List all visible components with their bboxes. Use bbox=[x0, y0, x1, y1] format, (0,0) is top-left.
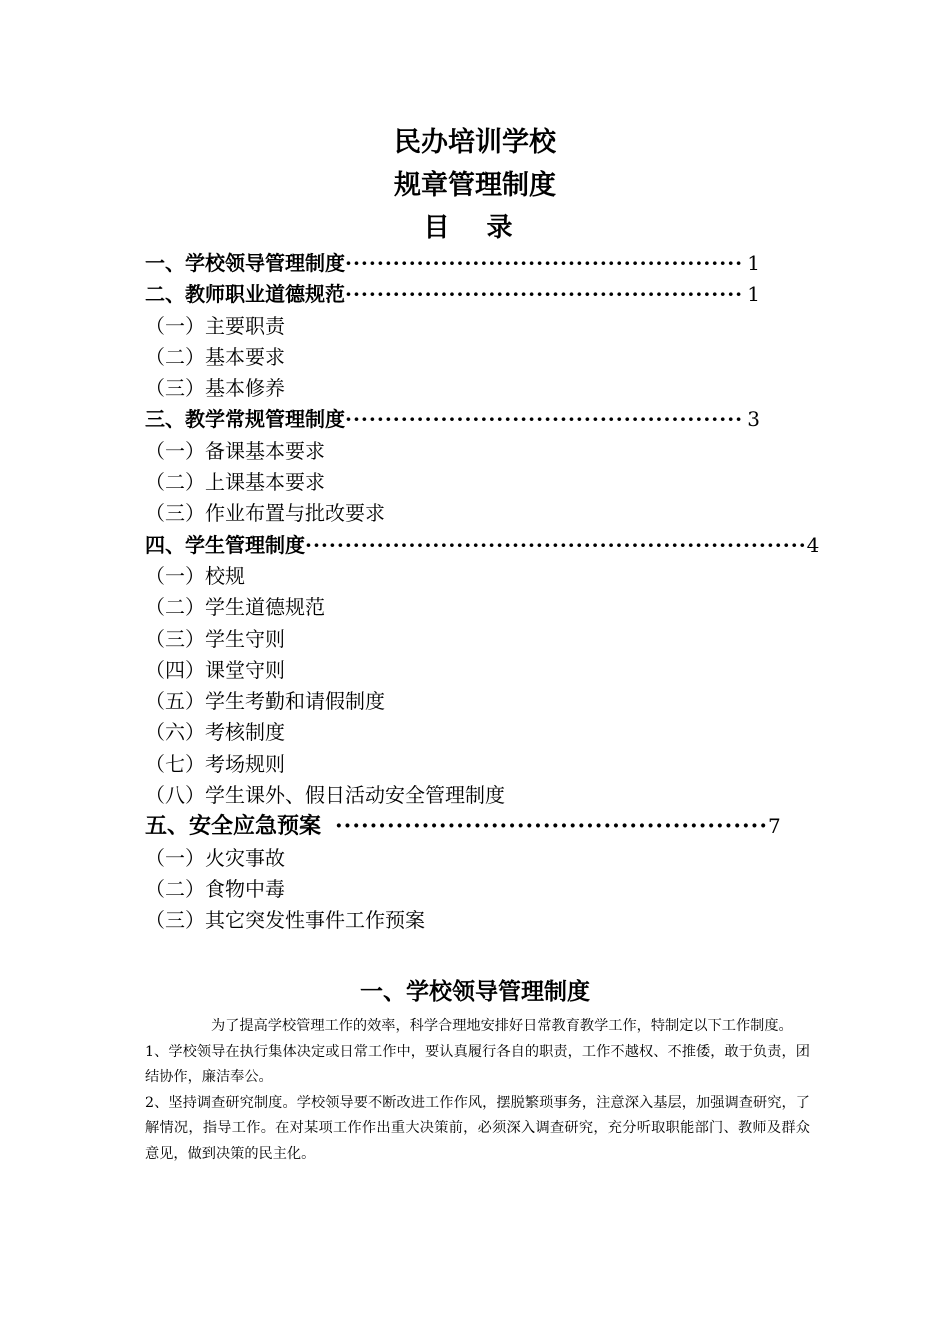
toc-leader-dots: ·················································· bbox=[345, 407, 744, 432]
toc-leader-dots: ·················································· bbox=[345, 251, 744, 275]
toc-section-entry bbox=[145, 404, 760, 435]
toc-subitem: （一）火灾事故 bbox=[145, 845, 285, 870]
table-of-contents bbox=[145, 248, 820, 937]
toc-leader-dots: ·················································· bbox=[335, 813, 768, 840]
toc-page-number: 7 bbox=[767, 814, 781, 839]
toc-subitem: （一）校规 bbox=[145, 563, 245, 588]
toc-subitem: （六）考核制度 bbox=[145, 720, 285, 745]
toc-subitem: （三）学生守则 bbox=[145, 626, 285, 651]
toc-section-label: 四、学生管理制度 bbox=[145, 532, 305, 557]
toc-page-number: 4 bbox=[806, 532, 820, 557]
section-body bbox=[145, 1014, 810, 1167]
toc-subitem: （三）其它突发性事件工作预案 bbox=[145, 908, 425, 933]
toc-subitem: （二）上课基本要求 bbox=[145, 470, 325, 495]
toc-subitem: （四）课堂守则 bbox=[145, 657, 285, 682]
toc-heading: 目 录 bbox=[423, 213, 527, 243]
toc-subitem: （八）学生课外、假日活动安全管理制度 bbox=[145, 783, 505, 808]
toc-subitem: （三）基本修养 bbox=[145, 376, 285, 401]
toc-section-label: 五、安全应急预案 bbox=[145, 814, 322, 840]
toc-section-entry bbox=[145, 248, 760, 279]
toc-subitem: （一）主要职责 bbox=[145, 313, 285, 338]
paragraph-1: 1、学校领导在执行集体决定或日常工作中，要认真履行各自的职责，工作不越权、不推倭，敢于负责，团结协作，廉洁奉公。 bbox=[145, 1043, 810, 1085]
toc-section-entry bbox=[145, 530, 820, 561]
toc-subitem: （五）学生考勤和请假制度 bbox=[145, 689, 385, 714]
document-subtitle: 规章管理制度 bbox=[394, 170, 556, 201]
toc-subitem: （二）食物中毒 bbox=[145, 876, 285, 901]
toc-subitem: （一）备课基本要求 bbox=[145, 438, 325, 463]
toc-section-label: 二、教师职业道德规范 bbox=[145, 282, 345, 307]
document-title: 民办培训学校 bbox=[394, 127, 556, 158]
toc-subitem: （七）考场规则 bbox=[145, 751, 285, 776]
toc-leader-dots: ·················································· bbox=[345, 282, 744, 307]
toc-section-entry bbox=[145, 811, 781, 842]
toc-subitem: （二）基本要求 bbox=[145, 344, 285, 369]
toc-page-number: 1 bbox=[747, 282, 760, 307]
toc-page-number: 3 bbox=[747, 407, 760, 432]
intro-paragraph: 为了提高学校管理工作的效率，科学合理地安排好日常教育教学工作，特制定以下工作制度。 bbox=[211, 1018, 793, 1034]
toc-page-number: 1 bbox=[747, 251, 760, 275]
toc-section-entry bbox=[145, 279, 760, 310]
paragraph-2: 2、坚持调查研究制度。学校领导要不断改进工作作风，摆脱繁琐事务，注意深入基层，加强调查研究，了解情况，指导工作。在对某项工作作出重大决策前，必须深入调查研究，充分听取职能部门、教师及群众意见，做到决策的民主化。 bbox=[145, 1094, 810, 1162]
toc-subitem: （三）作业布置与批改要求 bbox=[145, 501, 385, 526]
toc-section-label: 三、教学常规管理制度 bbox=[145, 407, 345, 432]
section-heading: 一、学校领导管理制度 bbox=[360, 979, 590, 1005]
toc-leader-dots: ······························································· bbox=[305, 532, 807, 557]
toc-subitem: （二）学生道德规范 bbox=[145, 595, 325, 620]
toc-section-label: 一、学校领导管理制度 bbox=[145, 251, 345, 275]
